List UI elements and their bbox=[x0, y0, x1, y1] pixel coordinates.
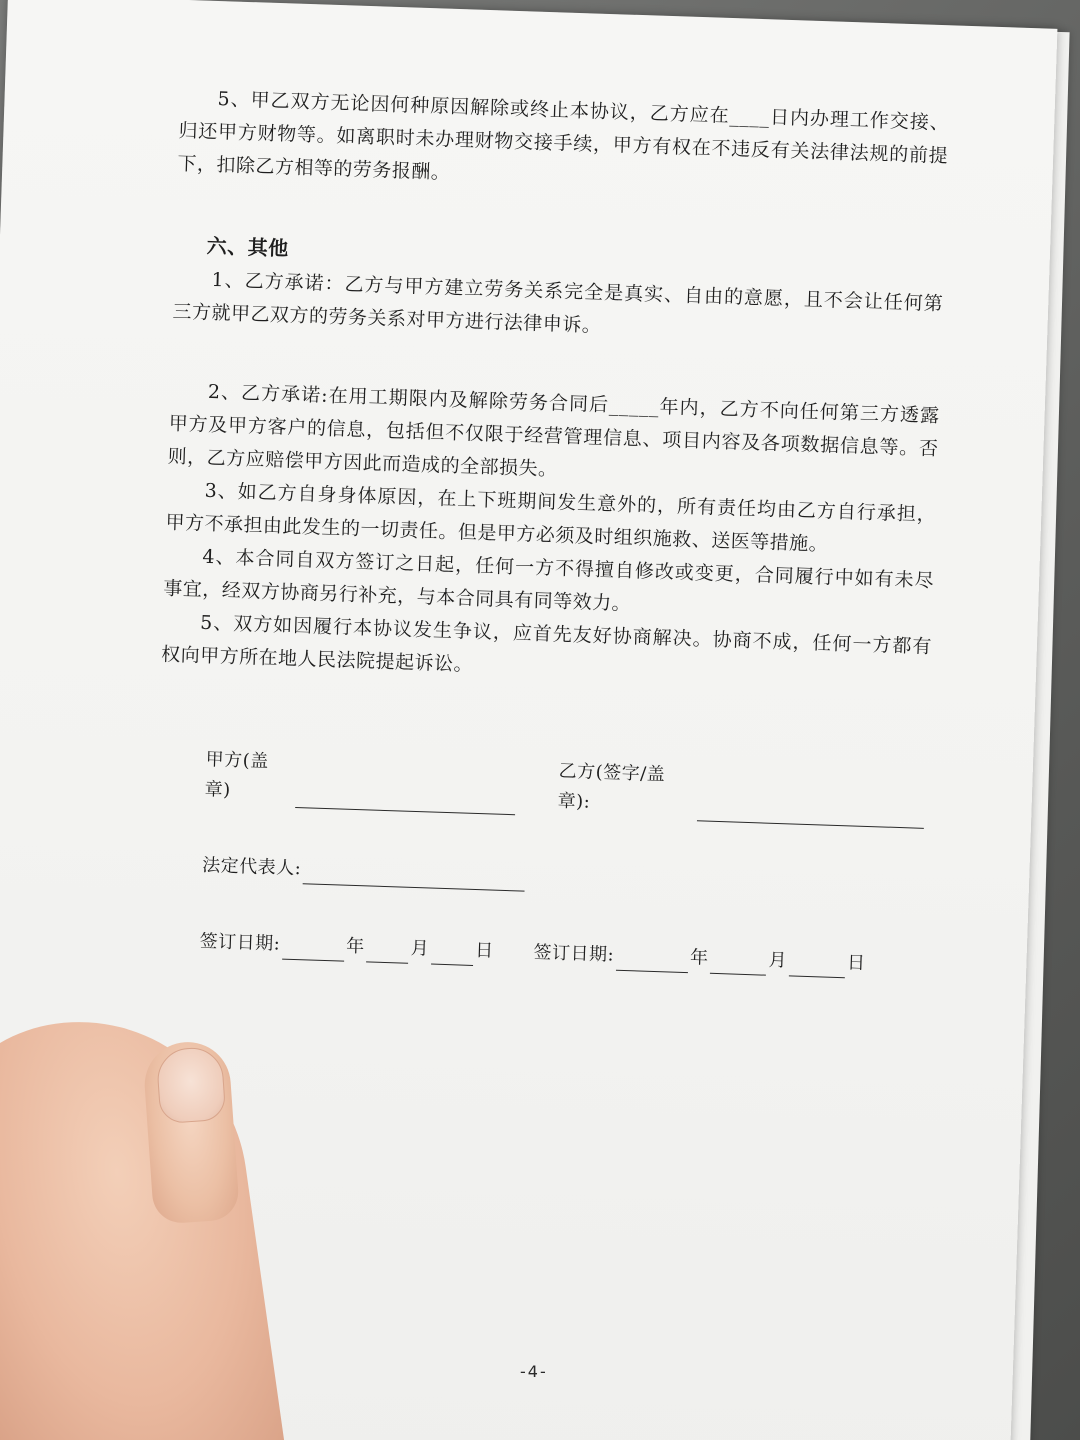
other-item-2: 2、乙方承诺:在用工期限内及解除劳务合同后_____年内，乙方不向任何第三方透露甲方及甲方客户的信息，包括但不仅限于经营管理信息、项目内容及各项数据信息等。否则，乙方应赔偿甲方因此而造成的全部损失。 bbox=[167, 380, 940, 481]
date-b-day-label: 日 bbox=[846, 952, 866, 974]
party-b-signature bbox=[557, 757, 928, 829]
signature-row-parties bbox=[156, 743, 928, 828]
date-b-month-label: 月 bbox=[768, 949, 788, 972]
other-item-3: 3、如乙方自身身体原因，在上下班期间发生意外的，所有责任均由乙方自行承担，甲方不承担由此发生的一切责任。但是甲方必须及时组织施救、送医等措施。 bbox=[165, 479, 937, 556]
section-heading-other: 六、其他 bbox=[206, 233, 290, 261]
date-b-day-line bbox=[789, 953, 846, 978]
date-a-year-line bbox=[282, 937, 345, 962]
party-a-signing-date bbox=[199, 927, 494, 967]
date-label-b: 签订日期: bbox=[533, 941, 615, 966]
other-item-4: 4、本合同自双方签订之日起，任何一方不得擅自修改或变更，合同履行中如有未尽事宜，经双方协商另行补充，与本合同具有同等效力。 bbox=[163, 545, 935, 615]
party-b-signature-line bbox=[697, 798, 924, 828]
party-a-signature-line bbox=[295, 785, 516, 815]
contract-text bbox=[151, 82, 950, 981]
signature-row-dates bbox=[151, 925, 922, 981]
date-a-year-label: 年 bbox=[345, 935, 366, 958]
legal-rep-label: 法定代表人: bbox=[201, 854, 302, 880]
date-a-month-line bbox=[366, 939, 409, 963]
party-a-label: 甲方(盖章) bbox=[204, 748, 270, 801]
signature-row-legal-rep bbox=[154, 849, 925, 905]
other-item-1: 1、乙方承诺：乙方与甲方建立劳务关系完全是真实、自由的意愿，且不会让任何第三方就甲乙双方的劳务关系对甲方进行法律申诉。 bbox=[172, 268, 944, 337]
legal-rep-signature bbox=[202, 851, 528, 892]
party-b-signing-date bbox=[533, 938, 866, 979]
date-a-day-label: 日 bbox=[474, 940, 494, 962]
date-a-month-label: 月 bbox=[410, 937, 430, 960]
page-number: -4- bbox=[520, 1362, 548, 1381]
date-a-day-line bbox=[431, 942, 474, 966]
date-b-month-line bbox=[710, 951, 767, 976]
other-item-5: 5、双方如因履行本协议发生争议，应首先友好协商解决。协商不成，任何一方都有权向甲方所在地人民法院提起诉讼。 bbox=[160, 611, 933, 676]
date-b-year-line bbox=[616, 948, 689, 973]
party-b-label: 乙方(签字/盖章): bbox=[557, 760, 666, 813]
party-a-signature bbox=[204, 745, 519, 815]
signature-block bbox=[151, 743, 928, 980]
clause-5: 5、甲乙双方无论因何种原因解除或终止本协议，乙方应在____日内办理工作交接、归还甲方财物等。如离职时未办理财物交接手续，甲方有权在不违反有关法律法规的前提下，扣除乙方相等的劳务报酬。 bbox=[177, 88, 950, 184]
date-b-year-label: 年 bbox=[689, 947, 709, 969]
legal-rep-signature-line bbox=[303, 861, 526, 891]
date-label-a: 签订日期: bbox=[199, 930, 281, 955]
